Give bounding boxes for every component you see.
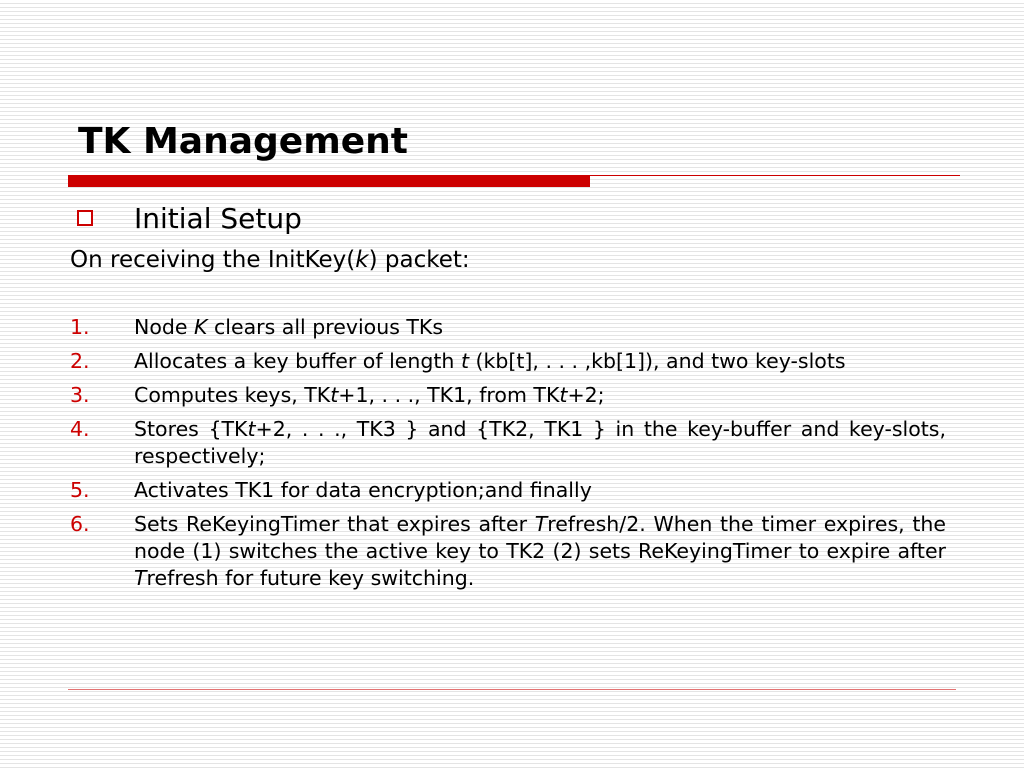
step-text-run: refresh for future key switching. [146, 566, 475, 590]
step-number: 1. [70, 315, 90, 339]
step-text-italic: T [134, 566, 147, 590]
step-text-italic: K [194, 315, 208, 339]
step-text-run: Sets ReKeyingTimer that expires after [134, 512, 535, 536]
step-item [70, 348, 946, 375]
step-text [134, 314, 946, 341]
intro-line [70, 244, 470, 276]
step-number: 6. [70, 512, 90, 536]
step-text [134, 511, 946, 592]
step-item [70, 477, 946, 504]
step-text-run: +2; [567, 383, 605, 407]
step-text [134, 477, 946, 504]
slide-title: TK Management [78, 121, 408, 162]
step-text-run: Stores {TK [134, 417, 248, 441]
step-text-italic: t [330, 383, 339, 407]
section-heading: Initial Setup [134, 202, 302, 235]
step-text-italic: t [460, 349, 469, 373]
step-text-run: +1, . . ., TK1, from TK [338, 383, 560, 407]
title-underline-thick [68, 175, 590, 187]
intro-var: k [355, 247, 369, 273]
step-number: 5. [70, 478, 90, 502]
step-text [134, 348, 946, 375]
step-text-italic: t [559, 383, 568, 407]
step-number: 3. [70, 383, 90, 407]
step-text-italic: T [534, 512, 548, 536]
hollow-square-bullet-icon [77, 210, 93, 226]
footer-rule [68, 689, 956, 690]
step-text [134, 382, 946, 409]
title-underline-thin [590, 175, 960, 176]
step-item [70, 314, 946, 341]
step-text-run: refresh/2. When the timer expires, the node (1) switches the active key to TK2 (2) sets ReKeyingTimer to expire after [134, 512, 946, 563]
step-text-run: Activates TK1 for data encryption;and finally [134, 478, 592, 502]
step-text-run: Node [134, 315, 195, 339]
step-number: 4. [70, 417, 90, 441]
step-text-run: +2, . . ., TK3 } and {TK2, TK1 } in the key-buffer and key-slots, respectively; [134, 417, 947, 468]
step-text-run: Allocates a key buffer of length [134, 349, 461, 373]
step-text [134, 416, 946, 470]
step-item [70, 416, 946, 470]
step-text-run: (kb[t], . . . ,kb[1]), and two key-slots [469, 349, 846, 373]
step-text-run: clears all previous TKs [207, 315, 444, 339]
step-text-italic: t [247, 417, 256, 441]
intro-text-before: On receiving the InitKey( [70, 247, 356, 273]
step-item [70, 511, 946, 592]
step-number: 2. [70, 349, 90, 373]
step-item [70, 382, 946, 409]
steps-list [70, 314, 946, 599]
intro-text-after: ) packet: [368, 247, 470, 273]
step-text-run: Computes keys, TK [134, 383, 331, 407]
